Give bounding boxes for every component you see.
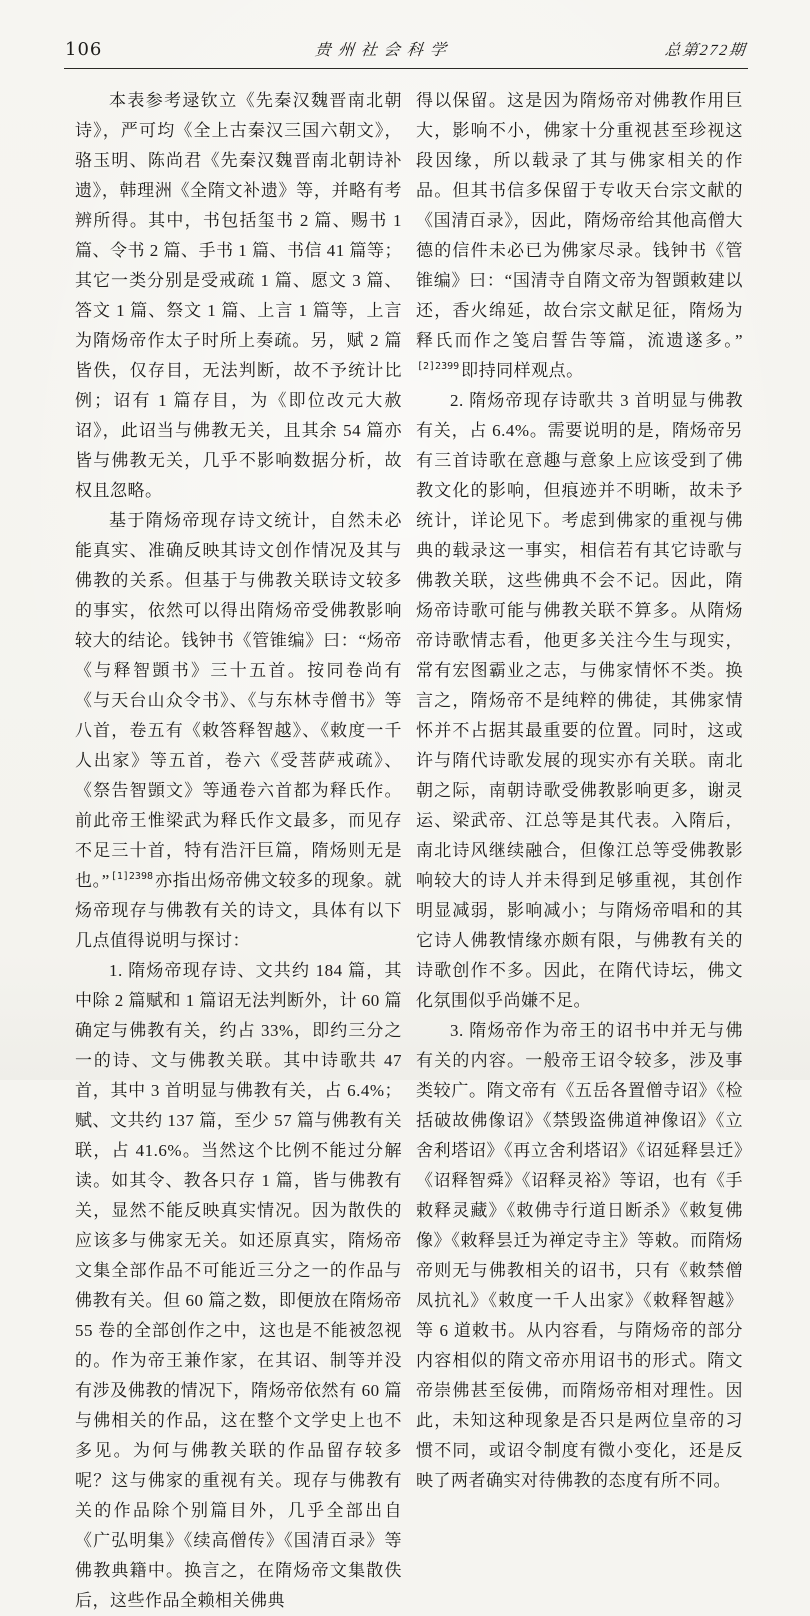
journal-title: 贵州社会科学 — [313, 42, 454, 59]
paragraph-text: 得以保留。这是因为隋炀帝对佛教作用巨大，影响不小，佛家十分重视甚至珍视这段因缘，所以载录了其与佛家相关的作品。但其书信多保留于专收天台宗文献的《国清百录》，因此，隋炀帝给其他高僧大德的信件未必已为佛家尽录。钱钟书《管锥编》曰：“国清寺自隋文帝为智顗敕建以还，香火绵延，故台宗文献足征，隋炀为释氏而作之笺启誓告等篇，流遗遂多。” — [416, 91, 743, 350]
paragraph-text: 本表参考逯钦立《先秦汉魏晋南北朝诗》，严可均《全上古秦汉三国六朝文》，骆玉明、陈尚君《先秦汉魏晋南北朝诗补遗》，韩理洲《全隋文补遗》等，并略有考辨所得。其中，书包括玺书 2 篇、赐书 1 篇、令书 2 篇、手书 1 篇、书信 41 篇等；其它一类分别是受戒疏 1 篇、愿文 3 篇、答文 1 篇、祭文 1 篇、上言 1 篇等，上言为隋炀帝作太子时所上奏疏。另，赋 2 篇皆佚，仅存目，无法判断，故不予统计比例；诏有 1 篇存目，为《即位改元大赦诏》，此诏当与佛教无关，且其余 54 篇亦皆与佛教无关，几乎不影响数据分析，故权且忽略。 — [75, 91, 402, 500]
paragraph-point-2 — [416, 386, 743, 1016]
right-column — [416, 86, 743, 1616]
paragraph-text: 2. 隋炀帝现存诗歌共 3 首明显与佛教有关，占 6.4%。需要说明的是，隋炀帝另有三首诗歌在意趣与意象上应该受到了佛教文化的影响，但痕迹并不明晰，故未予统计，详论见下。考虑到佛家的重视与佛典的载录这一事实，相信若有其它诗歌与佛教关联，这些佛典不会不记。因此，隋炀帝诗歌可能与佛教关联不算多。从隋炀帝诗歌情志看，他更多关注今生与现实，常有宏图霸业之志，与佛家情怀不类。换言之，隋炀帝不是纯粹的佛徒，其佛家情怀并不占据其最重要的位置。同时，这或许与隋代诗歌发展的现实亦有关联。南北朝之际，南朝诗歌受佛教影响更多，谢灵运、梁武帝、江总等是其代表。入隋后，南北诗风继续融合，但像江总等受佛教影响较大的诗人并未得到足够重视，其创作明显减弱，影响减小；与隋炀帝唱和的其它诗人佛教情缘亦颇有限，与佛教有关的诗歌创作不多。因此，在隋代诗坛，佛文化氛围似乎尚嫌不足。 — [416, 391, 743, 1010]
citation-marker: [1]2398 — [110, 871, 153, 883]
citation-marker: [2]2399 — [417, 361, 460, 373]
page-number: 106 — [65, 39, 103, 60]
paragraph-point-1 — [75, 956, 402, 1616]
paragraph-text: 3. 隋炀帝作为帝王的诏书中并无与佛有关的内容。一般帝王诏令较多，涉及事类较广。隋文帝有《五岳各置僧寺诏》《检括破故佛像诏》《禁毁盗佛道神像诏》《立舍利塔诏》《再立舍利塔诏》《诏延释昙迁》《诏释智舜》《诏释灵裕》等诏，也有《手敕释灵藏》《敕佛寺行道日断杀》《敕复佛像》《敕释昙迁为禅定寺主》等敕。而隋炀帝则无与佛教相关的诏书，只有《敕禁僧凤抗礼》《敕度一千人出家》《敕释智越》等 6 道敕书。从内容看，与隋炀帝的部分内容相似的隋文帝亦用诏书的形式。隋文帝崇佛甚至佞佛，而隋炀帝相对理性。因此，未知这种现象是否只是两位皇帝的习惯不同，或诏令制度有微小变化，还是反映了两者确实对待佛教的态度有所不同。 — [416, 1021, 743, 1490]
left-column — [75, 86, 402, 1616]
paragraph-text: 基于隋炀帝现存诗文统计，自然未必能真实、准确反映其诗文创作情况及其与佛教的关系。但基于与佛教关联诗文较多的事实，依然可以得出隋炀帝受佛教影响较大的结论。钱钟书《管锥编》曰：“炀帝《与释智顗书》三十五首。按同卷尚有《与天台山众令书》、《与东林寺僧书》等八首，卷五有《敕答释智越》、《敕度一千人出家》等五首，卷六《受菩萨戒疏》、《祭告智顗文》等通卷六首都为释氏作。前此帝王惟梁武为释氏作文最多，而见存不足三十首，特有浩汗巨篇，隋炀则无是也。” — [75, 511, 402, 890]
issue-number: 总第272期 — [664, 42, 748, 59]
header-divider — [64, 68, 748, 69]
paragraph-text: 1. 隋炀帝现存诗、文共约 184 篇，其中除 2 篇赋和 1 篇诏无法判断外，计 60 篇确定与佛教有关，约占 33%，即约三分之一的诗、文与佛教关联。其中诗歌共 47 首，其中 3 首明显与佛教有关，占 6.4%；赋、文共约 137 篇，至少 57 篇与佛教有关联，占 41.6%。当然这个比例不能过分解读。如其令、教各只存 1 篇，皆与佛教有关，显然不能反映真实情况。因为散佚的应该多与佛家无关。如还原真实，隋炀帝文集全部作品不可能近三分之一的作品与佛教有关。但 60 篇之数，即便放在隋炀帝 55 卷的全部创作之中，这也是不能被忽视的。作为帝王兼作家，在其诏、制等并没有涉及佛教的情况下，隋炀帝依然有 60 篇与佛相关的作品，这在整个文学史上也不多见。为何与佛教关联的作品留存较多呢？这与佛家的重视有关。现存与佛教有关的作品除个别篇目外，几乎全部出自《广弘明集》《续高僧传》《国清百录》等佛教典籍中。换言之，在隋炀帝文集散佚后，这些作品全赖相关佛典 — [75, 961, 402, 1610]
paragraph-point-3 — [416, 1016, 743, 1496]
paragraph-text: 即持同样观点。 — [461, 361, 584, 380]
page-header — [65, 34, 747, 60]
paragraph-text: 亦指出炀帝佛文较多的现象。就炀帝现存与佛教有关的诗文，具体有以下几点值得说明与探讨： — [75, 871, 403, 950]
paragraph-overview — [75, 506, 402, 956]
article-body — [75, 86, 743, 1616]
paragraph-point-1-continued — [416, 86, 743, 386]
paragraph-notes — [75, 86, 402, 506]
